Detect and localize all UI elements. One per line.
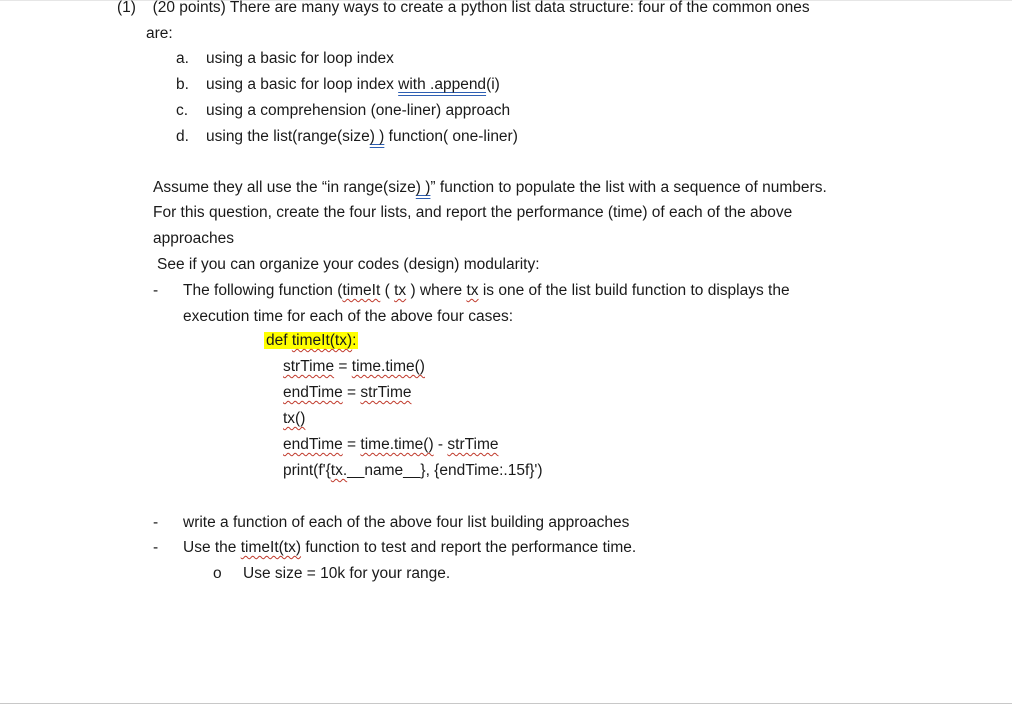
option-text: using a comprehension (one-liner) approach xyxy=(206,102,511,119)
page-bottom-edge xyxy=(0,703,1012,704)
code-text: __name__}, {endTime:.15f}') xyxy=(347,462,543,479)
bullet-text: ) where xyxy=(406,282,467,299)
option-c xyxy=(176,101,510,121)
code-var: endTime xyxy=(283,436,343,453)
option-text-end: function( one-liner) xyxy=(384,128,518,145)
question-title-text: (20 points) There are many ways to create a python list data structure: four of the common ones xyxy=(152,0,810,16)
option-marker: d. xyxy=(176,128,189,145)
option-text-marked: with .append xyxy=(398,76,487,93)
option-marker: b. xyxy=(176,76,189,93)
bullet-3 xyxy=(183,538,636,558)
paragraph-line-3: approaches xyxy=(153,230,235,247)
code-call: print(f'{ xyxy=(283,462,331,479)
code-line-3 xyxy=(283,409,305,429)
bullet-text: Use the xyxy=(183,539,241,556)
code-var: strTime xyxy=(447,436,499,453)
bullet-2: write a function of each of the above four list building approaches xyxy=(183,514,630,531)
code-line-1 xyxy=(283,357,425,377)
paragraph-text-marked: ) ) xyxy=(415,179,431,196)
option-text-end: (i) xyxy=(486,76,500,93)
bullet-text: is one of the list build function to displays the xyxy=(478,282,790,299)
option-text: using a basic for loop index xyxy=(206,76,399,93)
code-var: tx. xyxy=(330,462,348,479)
paragraph-text: Assume they all use the “in range(size xyxy=(153,179,416,196)
paragraph-text-end: ” function to populate the list with a sequence of numbers. xyxy=(430,179,827,196)
bullet-dash: - xyxy=(153,539,159,556)
question-title xyxy=(117,0,810,18)
code-call: time.time() xyxy=(360,436,434,453)
code-punct: : xyxy=(352,332,357,349)
code-op: - xyxy=(433,436,448,453)
option-d xyxy=(176,127,518,147)
paragraph-line-4: See if you can organize your codes (design) modularity: xyxy=(157,256,540,273)
paragraph-line-1 xyxy=(153,178,827,198)
code-var: strTime xyxy=(360,384,412,401)
code-op: = xyxy=(342,384,361,401)
option-marker: a. xyxy=(176,50,189,67)
option-a xyxy=(176,49,394,69)
code-call: time.time() xyxy=(351,358,425,375)
bullet-text: ( xyxy=(380,282,395,299)
code-function-name: timeIt(tx) xyxy=(291,332,353,349)
bullet-1-cont: execution time for each of the above four cases: xyxy=(183,308,513,325)
function-arg: tx xyxy=(466,282,479,299)
code-op: = xyxy=(334,358,352,375)
code-line-2 xyxy=(283,383,412,403)
function-arg: tx xyxy=(394,282,407,299)
question-title-cont: are: xyxy=(146,25,173,42)
function-name: timeIt xyxy=(342,282,381,299)
function-name: timeIt(tx) xyxy=(240,539,302,556)
code-call: tx() xyxy=(283,410,306,427)
code-line-4 xyxy=(283,435,498,455)
bullet-1 xyxy=(183,281,790,301)
option-marker: c. xyxy=(176,102,189,119)
bullet-dash: - xyxy=(153,514,159,531)
paragraph-line-2: For this question, create the four lists, and report the performance (time) of each of the above xyxy=(153,204,793,221)
bullet-text: The following function ( xyxy=(183,282,343,299)
bullet-text: function to test and report the performance time. xyxy=(301,539,637,556)
sub-bullet: Use size = 10k for your range. xyxy=(243,565,451,582)
question-number: (1) xyxy=(117,0,136,16)
code-var: strTime xyxy=(283,358,335,375)
option-text-marked: ) ) xyxy=(369,128,385,145)
code-line-5 xyxy=(283,461,543,481)
sub-bullet-marker: o xyxy=(213,565,222,582)
code-def-line xyxy=(264,331,358,351)
code-var: endTime xyxy=(283,384,343,401)
bullet-dash: - xyxy=(153,282,159,299)
code-def-highlight xyxy=(264,332,358,349)
code-op: = xyxy=(342,436,361,453)
option-text: using a basic for loop index xyxy=(206,50,394,67)
option-b xyxy=(176,75,500,95)
code-keyword: def xyxy=(266,332,292,349)
option-text: using the list(range(size xyxy=(206,128,370,145)
